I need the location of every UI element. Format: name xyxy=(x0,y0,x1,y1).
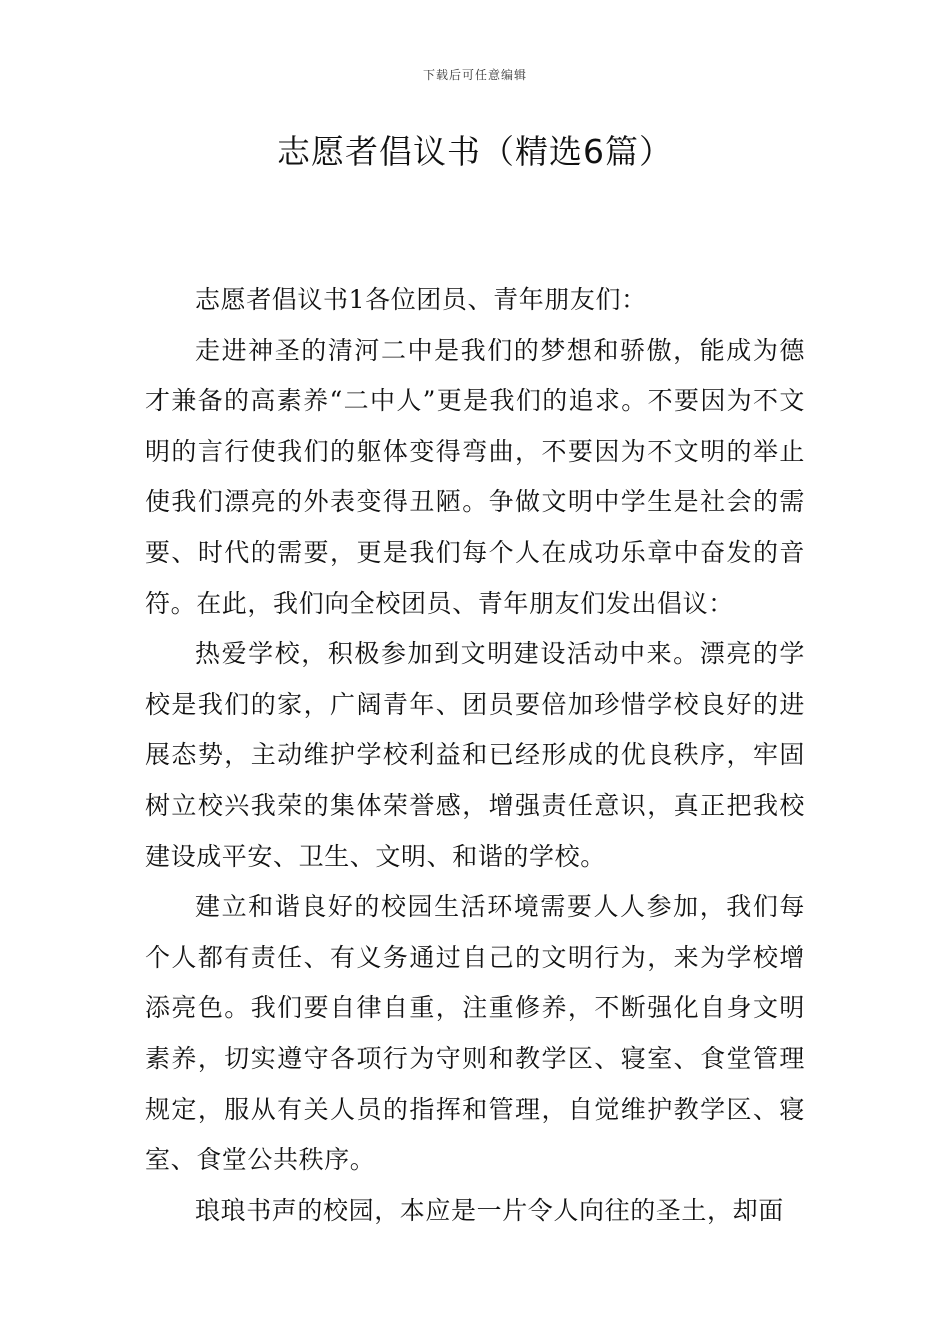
paragraph: 琅琅书声的校园，本应是一片令人向往的圣土，却面 xyxy=(195,1195,784,1225)
paragraph: 热爱学校，积极参加到文明建设活动中来。漂亮的学校是我们的家，广阔青年、团员要倍加珍惜学校良好的进展态势，主动维护学校利益和已经形成的优良秩序，牢固树立校兴我荣的集体荣誉感，增强责任意识，真正把我校建设成平安、卫生、文明、和谐的学校。 xyxy=(145,639,805,871)
header-note: 下载后可任意编辑 xyxy=(422,68,527,82)
paragraph-salutation: 志愿者倡议书1各位团员、青年朋友们： xyxy=(195,285,647,314)
paragraph: 走进神圣的清河二中是我们的梦想和骄傲，能成为德才兼备的高素养“二中人”更是我们的追求。不要因为不文明的言行使我们的躯体变得弯曲，不要因为不文明的举止使我们漂亮的外表变得丑陋。争做文明中学生是社会的需要、时代的需要，更是我们每个人在成功乐章中奋发的音符。在此，我们向全校团员、青年朋友们发出倡议： xyxy=(145,335,805,618)
document-title: 志愿者倡议书（精选6篇） xyxy=(277,132,673,171)
paragraph: 建立和谐良好的校园生活环境需要人人参加，我们每个人都有责任、有义务通过自己的文明行为，来为学校增添亮色。我们要自律自重，注重修养，不断强化自身文明素养，切实遵守各项行为守则和教学区、寝室、食堂管理规定，服从有关人员的指挥和管理，自觉维护教学区、寝室、食堂公共秩序。 xyxy=(145,892,805,1175)
document-body xyxy=(145,275,805,1236)
